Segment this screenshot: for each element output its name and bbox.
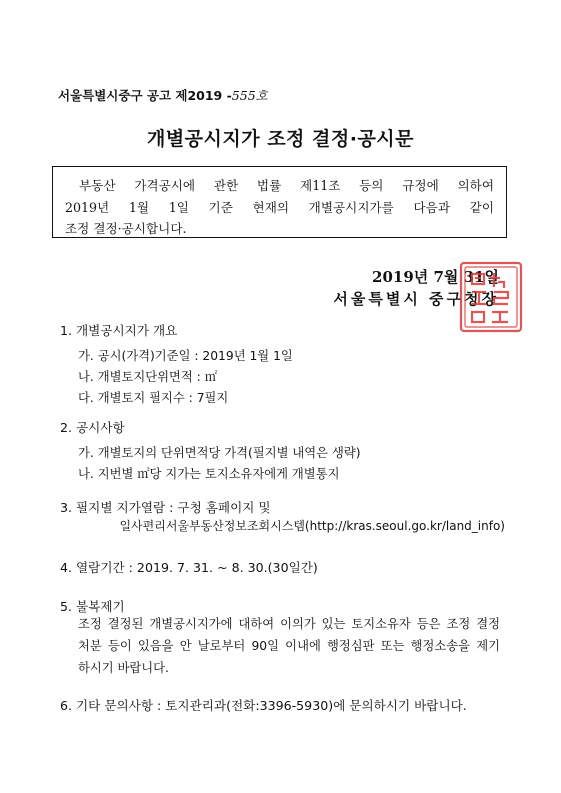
section-1-item-3: 다. 개별토지 필지수 : 7필지 [78, 391, 229, 405]
section-5-line-2: 처분 등이 있음을 안 날로부터 90일 이내에 행정심판 또는 행정소송을 제기 [78, 639, 500, 653]
official-seal-icon [458, 260, 524, 334]
section-5-line-1: 조정 결정된 개별공시지가에 대하여 이의가 있는 토지소유자 등은 조정 결정 [78, 617, 500, 631]
section-2-item-1: 가. 개별토지의 단위면적당 가격(필지별 내역은 생략) [78, 446, 361, 460]
signature-issuer: 서울특별시 중구청장 [333, 290, 499, 308]
section-1-item-2: 나. 개별토지단위면적 : ㎡ [78, 370, 217, 384]
notice-number-label: 서울특별시중구 공고 제2019 - [58, 88, 232, 103]
section-2-heading: 2. 공시사항 [60, 420, 125, 435]
intro-line-2: 2019년 1월 1일 기준 현재의 개별공시지가를 다음과 같이 [65, 199, 494, 215]
document-title: 개별공시지가 조정 결정·공시문 [146, 128, 415, 150]
intro-line-1: 부동산 가격공시에 관한 법률 제11조 등의 규정에 의하여 [79, 178, 494, 193]
notice-number [58, 86, 268, 104]
section-5-line-3: 하시기 바랍니다. [78, 661, 169, 675]
section-5-heading: 5. 불복제기 [60, 599, 125, 614]
section-5-paragraph [78, 613, 500, 679]
signature-date: 2019년 7월 31일 [372, 268, 499, 286]
section-2-item-2: 나. 지번별 ㎡당 지가는 토지소유자에게 개별통지 [78, 467, 340, 481]
notice-number-handwritten: 555호 [231, 88, 268, 103]
section-1-heading: 1. 개별공시지가 개요 [60, 323, 178, 338]
intro-box [52, 166, 507, 238]
intro-line-3: 조정 결정·공시합니다. [65, 221, 187, 236]
section-1-item-1: 가. 공시(가격)기준일 : 2019년 1월 1일 [78, 349, 293, 363]
section-4-heading: 4. 열람기간 : 2019. 7. 31. ~ 8. 30.(30일간) [60, 560, 318, 575]
section-3-heading: 3. 필지별 지가열람 : 구청 홈페이지 및 [60, 500, 271, 515]
section-6-heading: 6. 기타 문의사항 : 토지관리과(전화:3396-5930)에 문의하시기 바랍니다. [60, 698, 467, 713]
section-3-detail: 일사편리서울부동산정보조회시스템(http://kras.seoul.go.kr/land_info) [119, 519, 505, 533]
